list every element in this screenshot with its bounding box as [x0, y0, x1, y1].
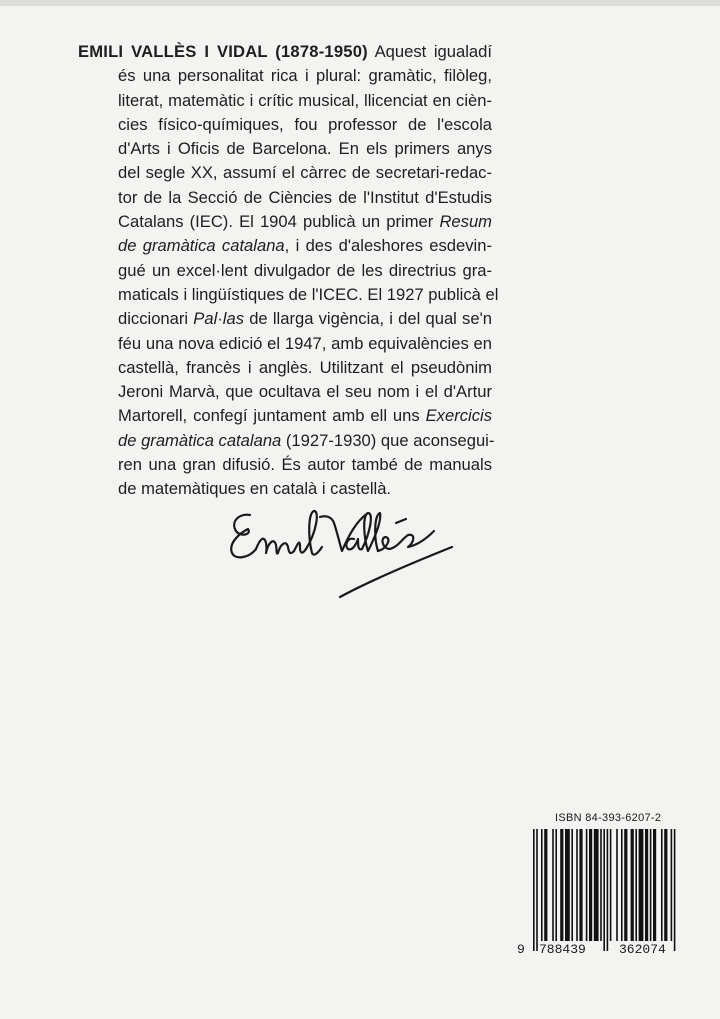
barcode-digits-right: 362074: [619, 942, 666, 957]
barcode-bar: [616, 829, 618, 941]
bio-line-5: d'Arts i Oficis de Barcelona. En els primers anys: [118, 139, 492, 159]
barcode-bar: [645, 829, 648, 941]
barcode-bar: [674, 829, 676, 951]
bio-line-9: de gramàtica catalana, i des d'aleshores esdevin-: [118, 236, 493, 256]
barcode-digit-lead: 9: [517, 942, 525, 957]
barcode-bar: [544, 829, 547, 941]
barcode-digits-left: 788439: [539, 942, 586, 957]
barcode-bar: [631, 829, 634, 941]
barcode-bar: [579, 829, 582, 941]
barcode-bar: [560, 829, 563, 941]
barcode-bar: [541, 829, 543, 941]
barcode-bar: [536, 829, 538, 951]
barcode-bar: [589, 829, 592, 941]
barcode-bar: [555, 829, 557, 941]
barcode-bar: [552, 829, 554, 941]
barcode-bar: [650, 829, 652, 941]
title-resum-part1: Resum: [439, 212, 492, 232]
barcode-bar: [624, 829, 627, 941]
barcode-bar: [610, 829, 612, 941]
author-heading: EMILI VALLÈS I VIDAL (1878-1950): [78, 42, 368, 61]
isbn-number: ISBN 84-393-6207-2: [555, 812, 662, 824]
barcode-bar: [576, 829, 578, 941]
barcode-bar: [607, 829, 609, 951]
bio-line-14: castellà, francès i anglès. Utilitzant el pseudònim: [118, 357, 492, 377]
isbn-barcode: [515, 812, 711, 977]
bio-line-1: EMILI VALLÈS I VIDAL (1878-1950) Aquest igualadí: [78, 42, 492, 61]
barcode-bar: [600, 829, 602, 941]
bio-line-15: Jeroni Marvà, que ocultava el seu nom i el d'Artur: [118, 382, 492, 402]
barcode-bar: [571, 829, 573, 941]
title-exercicis-part1: Exercicis: [425, 406, 492, 426]
barcode-bar: [565, 829, 570, 941]
bio-line-13: féu una nova edició el 1947, amb equivalències en: [118, 333, 492, 353]
bio-line-11: maticals i lingüístiques de l'ICEC. El 1927 publicà el: [118, 284, 499, 304]
bio-line-8: Catalans (IEC). El 1904 publicà un primer Resum: [118, 212, 492, 232]
barcode-bar: [653, 829, 656, 941]
barcode-bar: [603, 829, 605, 951]
author-signature: [222, 493, 472, 613]
bio-line-3: literat, matemàtic i crític musical, llicenciat en cièn-: [118, 90, 492, 110]
bio-line-4: cies físico-químiques, fou professor de l'escola: [118, 114, 492, 134]
barcode-bar: [586, 829, 588, 941]
title-resum-part2: de gramàtica catalana: [118, 236, 285, 256]
bio-line-7: tor de la Secció de Ciències de l'Institut d'Estudis: [118, 187, 492, 207]
bio-line-16: Martorell, confegí juntament amb ell uns Exercicis: [118, 406, 492, 426]
barcode-bars: [515, 829, 711, 953]
bio-line-12: diccionari Pal·las de llarga vigència, i del qual se'n: [118, 309, 492, 329]
bio-line-18: ren una gran difusió. És autor també de manuals: [118, 455, 492, 475]
title-pallas: Pal·las: [193, 309, 245, 329]
barcode-bar: [594, 829, 599, 941]
title-exercicis-part2: de gramàtica catalana: [118, 430, 282, 450]
bio-line-17: de gramàtica catalana (1927-1930) que aconsegui-: [118, 430, 495, 450]
barcode-bar: [621, 829, 623, 941]
barcode-bar: [639, 829, 644, 941]
cover-top-edge: [0, 0, 720, 6]
bio-line-2: és una personalitat rica i plural: gramàtic, filòleg,: [118, 66, 492, 86]
barcode-bar: [533, 829, 535, 951]
barcode-bar: [635, 829, 637, 941]
author-biography: [78, 40, 499, 502]
barcode-bar: [661, 829, 663, 941]
barcode-bar: [671, 829, 673, 941]
barcode-bar: [664, 829, 667, 941]
bio-line-6: del segle XX, assumí el càrrec de secretari-redac-: [118, 163, 492, 183]
bio-line-19: de matemàtiques en català i castellà.: [118, 479, 392, 499]
bio-line-10: gué un excel·lent divulgador de les directrius gra-: [118, 260, 492, 280]
